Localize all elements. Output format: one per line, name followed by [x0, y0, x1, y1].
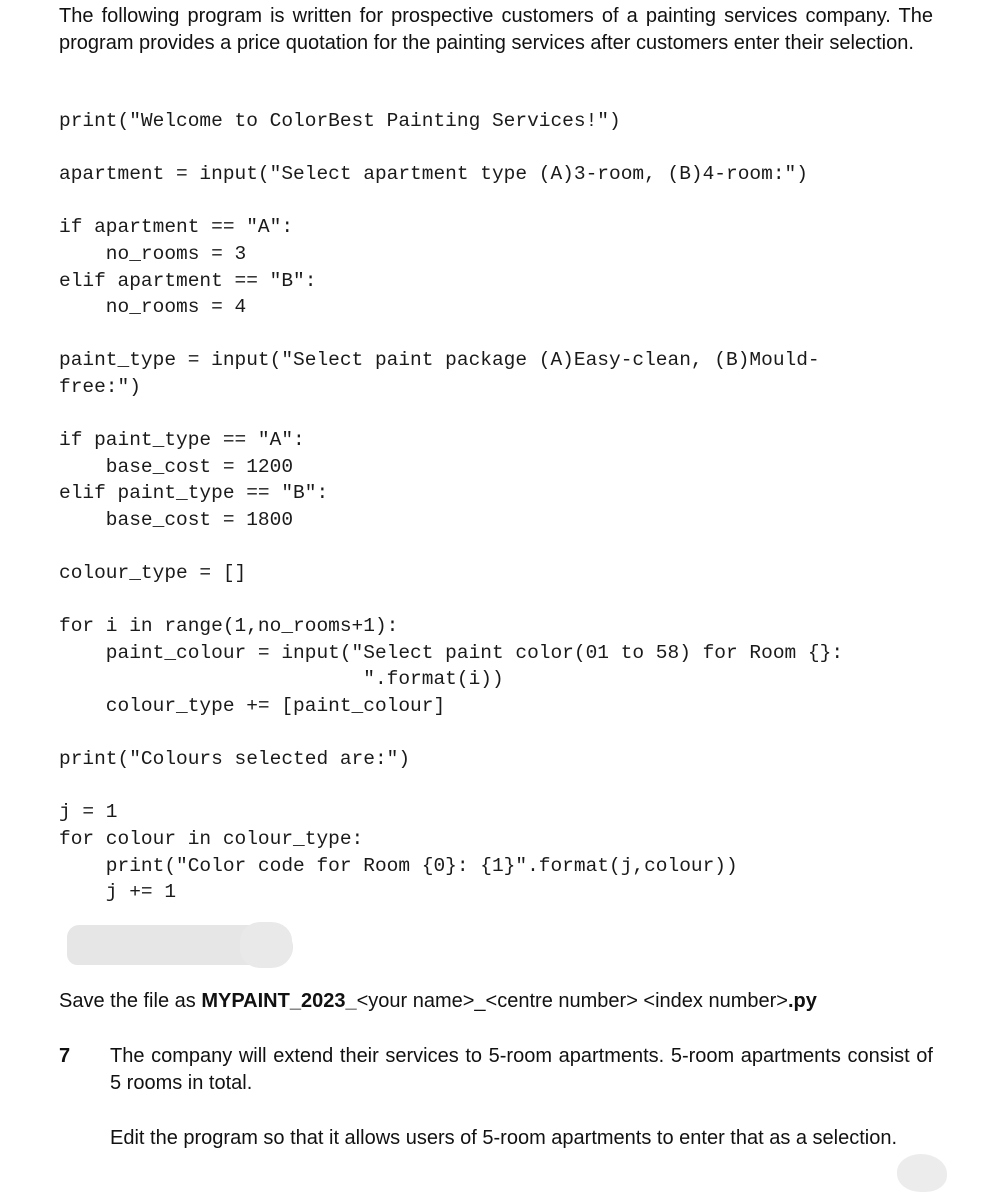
code-line [59, 720, 959, 747]
code-line [59, 587, 959, 614]
page-smudge [897, 1154, 947, 1192]
code-line [59, 401, 959, 428]
save-instruction [59, 988, 817, 1015]
question-number: 7 [59, 1045, 71, 1067]
code-line: j = 1 [59, 801, 118, 824]
code-line: if apartment == "A": [59, 216, 294, 239]
code-line: print("Colours selected are:") [59, 748, 411, 771]
code-line: colour_type += [paint_colour] [59, 695, 446, 718]
save-extension: .py [787, 990, 817, 1012]
code-line: base_cost = 1800 [59, 508, 294, 531]
code-line [59, 321, 959, 348]
code-line: colour_type = [] [59, 562, 247, 585]
code-line: paint_type = input("Select paint package (A)Easy-clean, (B)Mould- [59, 349, 820, 372]
code-line: paint_colour = input("Select paint color(01 to 58) for Room {}: [59, 641, 844, 664]
code-line: j += 1 [59, 881, 177, 904]
code-line: elif apartment == "B": [59, 269, 317, 292]
intro-paragraph: The following program is written for prospective customers of a painting services company. The program provides a price quotation for the painting services after customers enter their selection. [59, 5, 933, 54]
redaction-smudge [240, 922, 292, 968]
code-line [59, 135, 959, 162]
code-line [59, 773, 959, 800]
code-line [59, 534, 959, 561]
code-line: base_cost = 1200 [59, 455, 294, 478]
code-line: elif paint_type == "B": [59, 482, 329, 505]
code-line: free:") [59, 375, 141, 398]
code-line: print("Welcome to ColorBest Painting Services!") [59, 110, 621, 132]
code-block [59, 108, 959, 906]
save-filename-parts: <your name>_<centre number> <index number> [356, 990, 788, 1012]
code-line: apartment = input("Select apartment type (A)3-room, (B)4-room:") [59, 163, 808, 186]
code-line: no_rooms = 3 [59, 242, 247, 265]
code-line [59, 188, 959, 215]
question-paragraph-2: Edit the program so that it allows users of 5-room apartments to enter that as a selection. [110, 1127, 898, 1149]
code-line: print("Color code for Room {0}: {1}".format(j,colour)) [59, 854, 738, 877]
save-filename-bold: MYPAINT_2023_ [201, 990, 357, 1012]
code-line: no_rooms = 4 [59, 296, 247, 319]
code-line: if paint_type == "A": [59, 429, 305, 452]
code-line: ".format(i)) [59, 668, 504, 691]
save-prefix: Save the file as [59, 990, 202, 1012]
code-line: for i in range(1,no_rooms+1): [59, 615, 399, 638]
code-line: for colour in colour_type: [59, 828, 364, 851]
question-paragraph-1: The company will extend their services to 5-room apartments. 5-room apartments consist of 5 rooms in total. [110, 1045, 933, 1094]
